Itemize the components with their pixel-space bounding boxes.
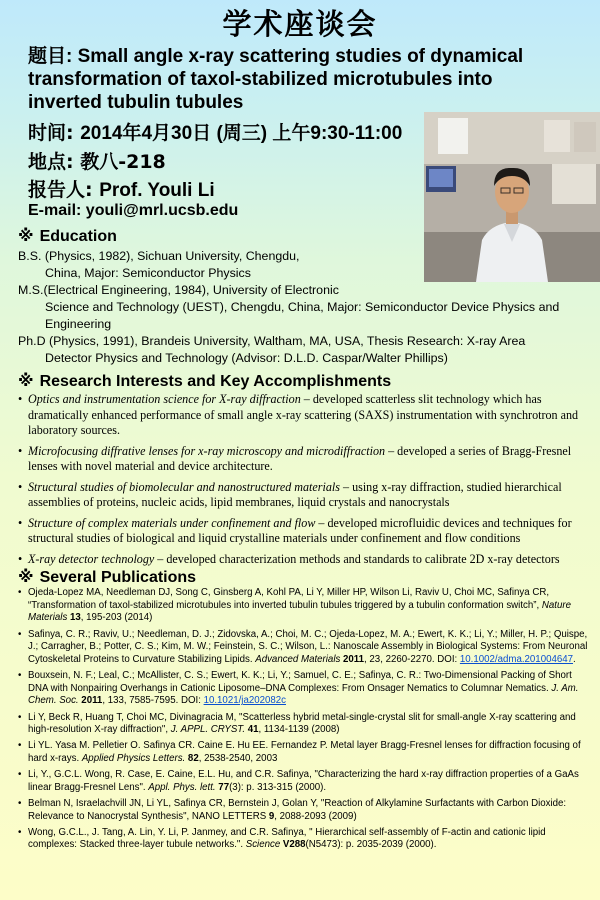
publication-authors-title: Safinya, C. R.; Raviv, U.; Needleman, D. J.; Zidovska, A.; Choi, M. C.; Ojeda-Lopez, M. A.; Ewert, K. K.; Li, Y.; Miller, H. P.; Quispe, J.; Carragher, B.; Potter, C. S.; Kim, M. W.; Feinstein, S. C.; Wilson, L.: Nanoscale Assembly in Biological Systems: From Neuronal Cytoskeletal Proteins to Curvature Stabilizing Lipids. xyxy=(28,628,588,665)
education-line: China, Major: Semiconductor Physics xyxy=(45,266,251,280)
education-line: B.S. (Physics, 1982), Sichuan University, Chengdu, xyxy=(18,249,300,263)
publication-pages: (N5473): p. 2035-2039 (2000). xyxy=(305,839,437,851)
research-topic: Microfocusing diffrative lenses for x-ray microscopy and microdiffraction xyxy=(28,443,386,458)
research-text xyxy=(28,480,592,511)
bullet: • xyxy=(18,711,22,723)
publication-journal: Appl. Phys. lett. xyxy=(148,781,216,793)
publication-item xyxy=(18,827,592,852)
research-item xyxy=(18,392,592,439)
publication-volume: V288 xyxy=(280,839,306,851)
publication-volume: 9 xyxy=(268,810,275,822)
publication-item xyxy=(18,670,592,708)
research-item xyxy=(18,516,592,547)
research-desc: – developed scatterless slit technology which has dramatically enhanced performance of small angle x-ray scattering (SAXS) instrumentation with synchrotron and laboratory sources. xyxy=(28,392,579,437)
publication-journal: J. APPL. CRYST. xyxy=(170,724,246,736)
publication-text xyxy=(28,712,592,737)
publication-text xyxy=(28,587,592,625)
speaker-photo xyxy=(424,112,600,282)
research-item xyxy=(18,552,592,568)
bullet: • xyxy=(18,797,22,809)
research-topic: Structural studies of biomolecular and nanostructured materials xyxy=(28,479,340,494)
speaker: 报告人: Prof. Youli Li xyxy=(28,179,215,201)
publication-authors-title: Li, Y., G.C.L. Wong, R. Case, E. Caine, E.L. Hu, and C.R. Safinya, "Characterizing the hard x-ray diffraction properties of a GaAs linear Bragg-Fresnel Lens". xyxy=(28,769,579,793)
research-text xyxy=(28,444,592,475)
publication-item xyxy=(18,798,592,823)
publication-item xyxy=(18,769,592,794)
research-list xyxy=(18,392,592,572)
publication-pages: , 1134-1139 (2008) xyxy=(258,724,340,736)
research-desc: – developed microfluidic devices and techniques for structural studies of biological and liquid crystalline materials under confinement and flow conditions xyxy=(28,515,572,545)
publication-pages: (3): p. 313-315 (2000). xyxy=(229,781,327,793)
speaker-email: E-mail: youli@mrl.ucsb.edu xyxy=(28,202,239,219)
bullet: • xyxy=(18,443,23,458)
publication-volume: 41 xyxy=(245,724,259,736)
bullet: • xyxy=(18,479,23,494)
bullet: • xyxy=(18,587,22,598)
publication-journal: Advanced Materials xyxy=(255,653,341,665)
publication-authors-title: Ojeda-Lopez MA, Needleman DJ, Song C, Ginsberg A, Kohl PA, Li Y, Miller HP, Wilson Li, Raviv U, Choi MC, Safinya CR, “Transformation of taxol-stabilized microtubules into inverted tubulin tubules triggered by a tubulin conformation switch”, xyxy=(28,587,550,611)
bullet: • xyxy=(18,826,22,838)
publication-list xyxy=(18,587,592,855)
research-text xyxy=(28,392,592,439)
research-text xyxy=(28,552,592,568)
education-line: M.S.(Electrical Engineering, 1984), University of Electronic xyxy=(18,283,339,297)
publication-pages: , 133, 7585-7595. DOI: xyxy=(102,695,204,707)
publication-authors-title: Li Y, Beck R, Huang T, Choi MC, Divinagracia M, "Scatterless hybrid metal-single-crystal slit for small-angle X-ray scattering and high-resolution X-ray diffraction", xyxy=(28,711,576,736)
publication-authors-title: Belman N, Israelachvill JN, Li YL, Safinya CR, Bernstein J, Golan Y, "Reaction of Alkylamine Surfactants with Carbon Dioxide: Relevance to Nanocrystal Synthesis", NANO LETTERS xyxy=(28,797,567,822)
publication-doi-link[interactable]: 10.1021/ja202082c xyxy=(203,695,286,707)
publication-authors-title: Li YL. Yasa M. Pelletier O. Safinya CR. Caine E. Hu EE. Fernandez P. Metal layer Bragg-Fresnel lenses for diffraction focusing of hard x-rays. xyxy=(28,740,581,764)
education-list xyxy=(18,248,560,367)
publication-text xyxy=(28,670,592,708)
publication-journal: J. Am. Chem. Soc. xyxy=(28,682,579,707)
education-entry xyxy=(18,282,592,333)
publication-volume: 13 xyxy=(67,612,81,624)
talk-time: 时间: 2014年4月30日 (周三) 上午9:30-11:00 xyxy=(28,122,403,144)
research-topic: Optics and instrumentation science for X-ray diffraction xyxy=(28,392,301,406)
research-heading: ※ Research Interests and Key Accomplishments xyxy=(18,371,392,390)
publication-authors-title: Wong, G.C.L., J. Tang, A. Lin, Y. Li, P. Janmey, and C.R. Safinya, " Hierarchical self-assembly of F-actin and cationic lipid complexes: Stacked three-layer tubule networks.". xyxy=(28,826,546,851)
research-text xyxy=(28,516,592,547)
publications-heading: ※ Several Publications xyxy=(18,567,197,586)
research-topic: Structure of complex materials under confinement and flow xyxy=(28,515,316,530)
publication-item xyxy=(18,712,592,737)
publication-pages: , 23, 2260-2270. DOI: xyxy=(364,653,460,665)
bullet: • xyxy=(18,551,23,566)
publication-journal: Applied Physics Letters. xyxy=(81,753,186,764)
education-entry xyxy=(18,248,428,282)
talk-title: 题目: Small angle x-ray scattering studies of dynamical transformation of taxol-stabilized microtubules into inverted tubulin tubules xyxy=(28,46,524,113)
publication-journal: Science xyxy=(245,839,281,851)
research-topic: X-ray detector technology xyxy=(28,551,155,566)
publication-volume: 2011 xyxy=(340,653,365,665)
publication-pages: , 2088-2093 (2009) xyxy=(274,810,357,822)
publication-text xyxy=(28,827,592,852)
publication-end: . xyxy=(573,653,576,665)
publication-text xyxy=(28,769,592,794)
bullet: • xyxy=(18,392,23,406)
education-heading: ※ Education xyxy=(18,226,117,245)
education-line: Science and Technology (UEST), Chengdu, China, Major: Semiconductor Device Physics and Engineering xyxy=(45,300,560,331)
education-entry xyxy=(18,333,592,367)
publication-text xyxy=(28,629,592,667)
poster-title: 学术座谈会 xyxy=(222,7,378,41)
research-item xyxy=(18,480,592,511)
publication-doi-link[interactable]: 10.1002/adma.201004647 xyxy=(459,653,574,665)
bullet: • xyxy=(18,670,22,681)
publication-volume: 77 xyxy=(215,781,230,793)
bullet: • xyxy=(18,628,22,640)
bullet: • xyxy=(18,515,23,530)
publication-text xyxy=(28,798,592,823)
bullet: • xyxy=(18,740,22,752)
research-desc: – using x-ray diffraction, studied hierarchical assemblies of proteins, nucleic acids, lipid membranes, liquid crystals and nanocrystals xyxy=(28,479,562,509)
publication-volume: 82 xyxy=(185,753,199,764)
publication-journal: Nature Materials xyxy=(28,599,571,624)
bullet: • xyxy=(18,769,22,781)
publication-pages: , 2538-2540, 2003 xyxy=(198,753,278,764)
education-line: Ph.D (Physics, 1991), Brandeis University, Waltham, MA, USA, Thesis Research: X-ray Area xyxy=(18,334,526,348)
publication-text xyxy=(28,740,592,765)
publication-item xyxy=(18,740,592,765)
research-desc: – developed a series of Bragg-Fresnel lenses with novel material and device architecture. xyxy=(28,443,572,473)
publication-authors-title: Bouxsein, N. F.; Leal, C.; McAllister, C. S.; Ewert, K. K.; Li, Y.; Samuel, C. E.; Safinya, C. R.: Two-Dimensional Packing of Short DNA with Nonpairing Overhangs in Cationic Liposome–DNA Complexes: From Onsager Nematics to Columnar Nematics. xyxy=(28,670,572,694)
education-line: Detector Physics and Technology (Advisor: D.L.D. Caspar/Walter Phillips) xyxy=(45,351,448,365)
research-item xyxy=(18,444,592,475)
publication-item xyxy=(18,587,592,625)
research-desc: – developed characterization methods and standards to calibrate 2D x-ray detectors xyxy=(154,551,560,566)
publication-volume: 2011 xyxy=(78,695,103,707)
talk-place: 地点: 教八-218 xyxy=(28,151,166,173)
publication-pages: , 195-203 (2014) xyxy=(80,612,153,624)
publication-item xyxy=(18,629,592,667)
